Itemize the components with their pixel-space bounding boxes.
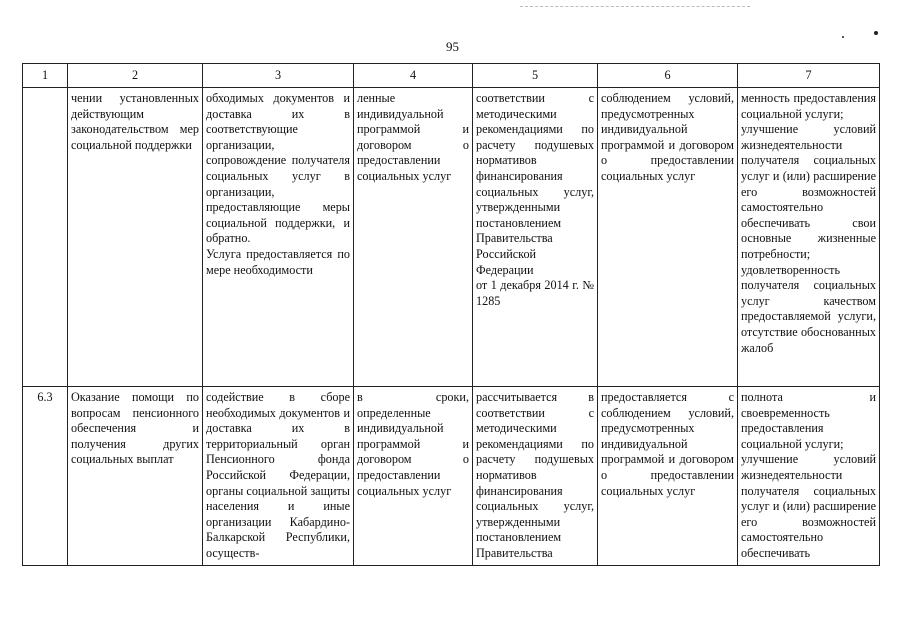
service-terms: ленные индивидуальной программой и договором о предоставлении социальных услуг [357, 91, 469, 183]
scan-artifact-dot [842, 36, 844, 38]
column-header: 5 [473, 64, 598, 88]
scan-artifact-dot [874, 31, 878, 35]
service-terms: в сроки, определенные индивидуальной программой и договором о предоставлении социальных услуг [357, 390, 469, 498]
row-number [23, 88, 68, 387]
service-tariff-cell [473, 387, 598, 566]
service-conditions: предоставляется с соблюдением условий, предусмотренных индивидуальной программой и договором о предоставлении социальных услуг [601, 390, 734, 498]
service-name: Оказание помощи по вопросам пенсионного обеспечения и получения других социальных выплат [71, 390, 199, 467]
service-indicators-cell [738, 88, 880, 387]
column-header: 7 [738, 64, 880, 88]
service-name-cell [68, 387, 203, 566]
service-content-cell [203, 387, 354, 566]
service-tariff: соответствии с методическими рекомендациями по расчету подушевых нормативов финансирования социальных услуг, утвержденными постановлением Правительства Российской Федерации от 1 декабря 2014 г. № 1285 [476, 91, 594, 308]
table-row [23, 387, 880, 566]
column-header: 3 [203, 64, 354, 88]
service-conditions-cell [598, 387, 738, 566]
page-number: 95 [446, 39, 459, 54]
service-content-cell [203, 88, 354, 387]
service-indicators-cell [738, 387, 880, 566]
service-conditions-cell [598, 88, 738, 387]
service-terms-cell [354, 387, 473, 566]
column-header: 4 [354, 64, 473, 88]
table-row [23, 88, 880, 387]
table-header-row [23, 64, 880, 88]
service-terms-cell [354, 88, 473, 387]
service-content: обходимых документов и доставка их в соответствующие организации, сопровождение получателя социальных услуг в организации, предоставляющие меры социальной поддержки, и обратно. Услуга предоставляется по мере необходимости [206, 91, 350, 277]
service-name: чении установленных действующим законодательством мер социальной поддержки [71, 91, 199, 152]
service-name-cell [68, 88, 203, 387]
column-header: 6 [598, 64, 738, 88]
service-tariff-cell [473, 88, 598, 387]
scan-artifact-dashes [520, 6, 750, 7]
services-table [22, 63, 880, 566]
service-indicators: менность предоставления социальной услуги; улучшение условий жизнедеятельности получателя социальных услуг и (или) расширение его возможностей самостоятельно обеспечивать свои основные жизненные потребности; удовлетворенность получателя социальных услуг качеством предоставляемой услуги, отсутствие обоснованных жалоб [741, 91, 876, 355]
service-tariff: рассчитывается в соответствии с методическими рекомендациями по расчету подушевых нормативов финансирования социальных услуг, утвержденными постановлением Правительства [476, 390, 594, 560]
service-conditions: соблюдением условий, предусмотренных индивидуальной программой и договором о предоставлении социальных услуг [601, 91, 734, 183]
row-number: 6.3 [23, 387, 68, 566]
service-indicators: полнота и своевременность предоставления социальной услуги; улучшение условий жизнедеятельности получателя социальных услуг и (или) расширение его возможностей самостоятельно обеспечивать [741, 390, 876, 560]
column-header: 1 [23, 64, 68, 88]
column-header: 2 [68, 64, 203, 88]
service-content: содействие в сборе необходимых документов и доставка их в территориальный орган Пенсионного фонда Российской Федерации, органы социальной защиты населения и иные организации Кабардино-Балкарской Республики, осуществ- [206, 390, 350, 560]
